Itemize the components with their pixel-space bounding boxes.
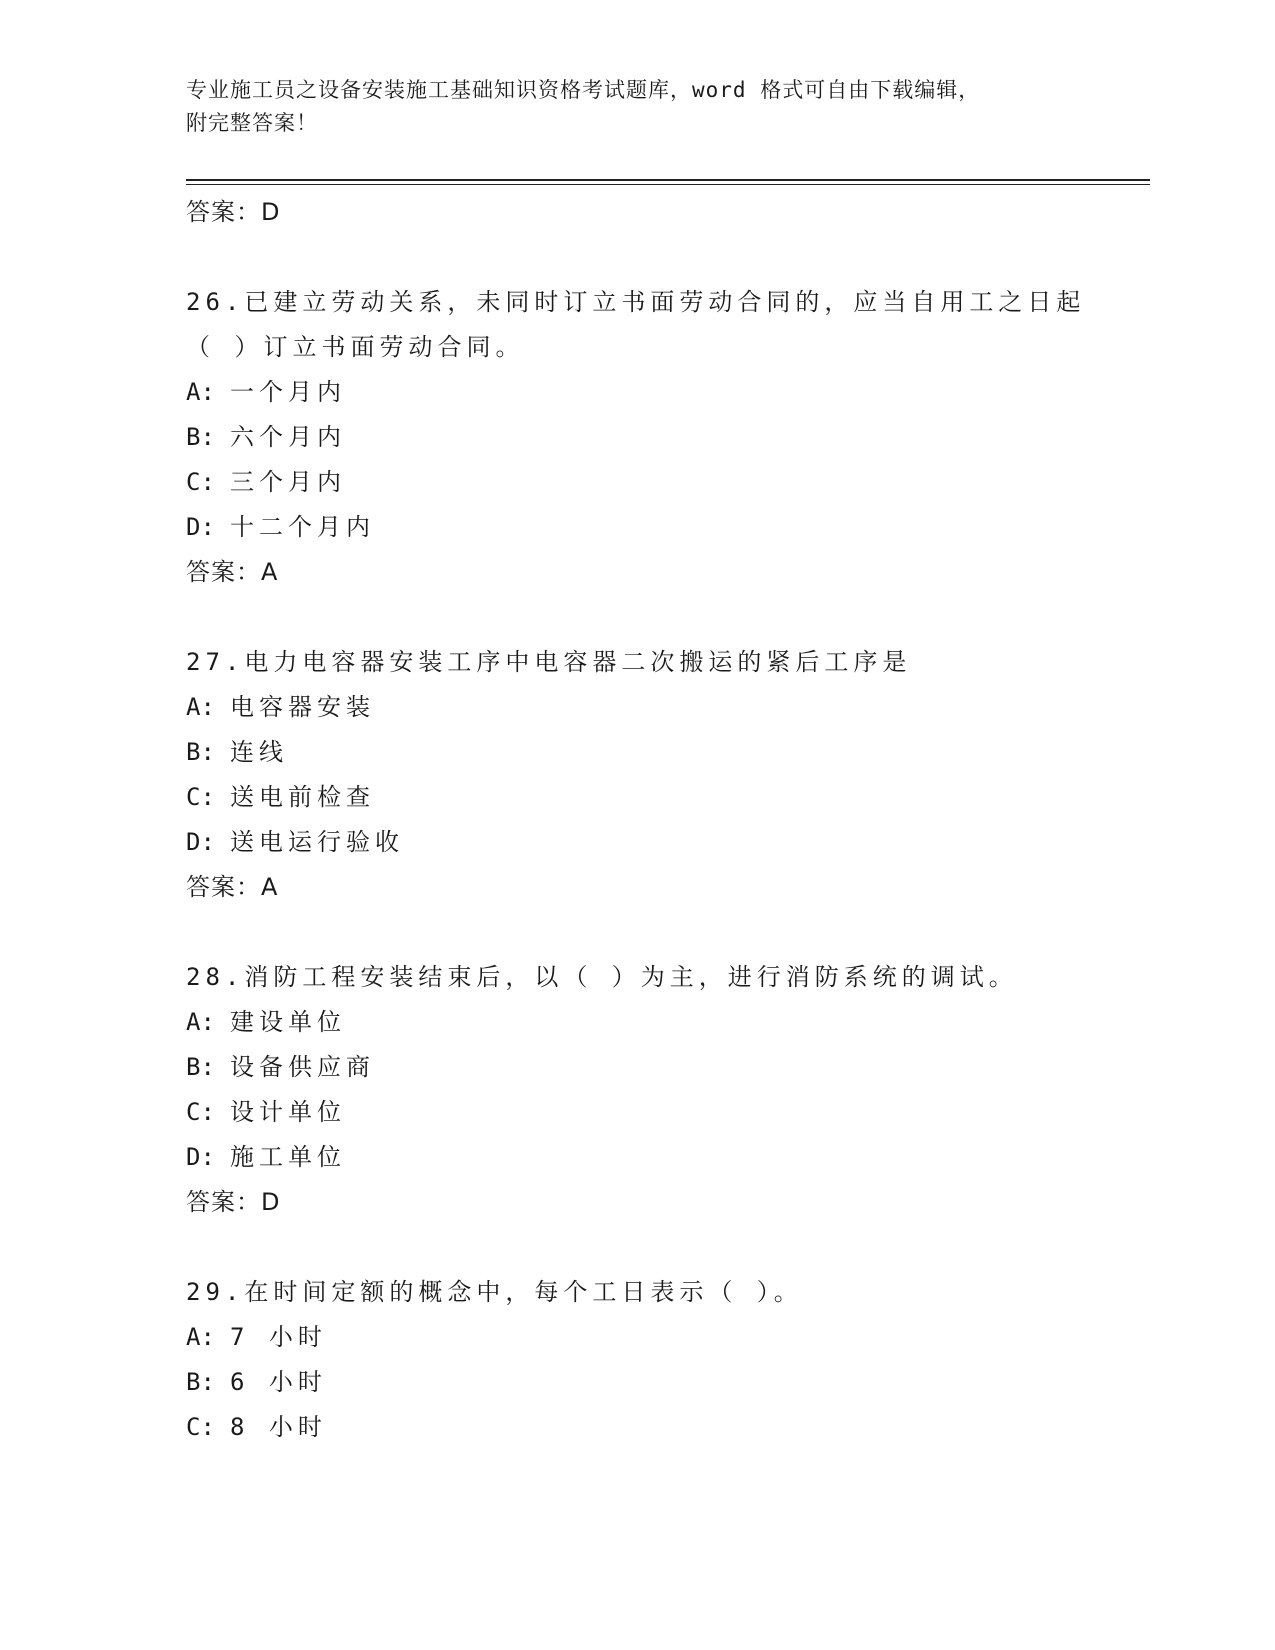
option-text: 8 小时 (230, 1413, 327, 1441)
question-stem-line: 26.已建立劳动关系，未同时订立书面劳动合同的，应当自用工之日起 (186, 288, 1086, 316)
option-c (186, 775, 1150, 820)
option-text: 设备供应商 (230, 1053, 375, 1081)
option-text: 电容器安装 (230, 693, 375, 721)
header-line-1: 专业施工员之设备安装施工基础知识资格考试题库，word 格式可自由下载编辑， (186, 78, 981, 102)
document-header (186, 74, 1086, 140)
option-text: 6 小时 (230, 1368, 327, 1396)
option-text: 送电前检查 (230, 783, 375, 811)
option-label: A: (186, 378, 215, 406)
option-a (186, 370, 1150, 415)
question-stem-line: 28.消防工程安装结束后，以（ ）为主，进行消防系统的调试。 (186, 963, 1018, 991)
option-label: B: (186, 1368, 215, 1396)
question-stem-line: 29.在时间定额的概念中，每个工日表示（ ）。 (186, 1278, 803, 1306)
option-b (186, 1045, 1150, 1090)
option-text: 连线 (230, 738, 288, 766)
option-d (186, 505, 1150, 550)
option-label: C: (186, 1098, 215, 1126)
option-label: C: (186, 783, 215, 811)
option-c (186, 460, 1150, 505)
option-label: A: (186, 1323, 215, 1351)
header-divider-thin (186, 184, 1150, 185)
question-29 (186, 1270, 1150, 1450)
option-b (186, 415, 1150, 460)
option-label: B: (186, 738, 215, 766)
question-stem-line: （ ）订立书面劳动合同。 (186, 333, 525, 361)
option-text: 三个月内 (230, 468, 346, 496)
option-text: 一个月内 (230, 378, 346, 406)
header-line-2: 附完整答案！ (186, 111, 318, 135)
question-27 (186, 640, 1150, 910)
option-label: A: (186, 1008, 215, 1036)
option-text: 六个月内 (230, 423, 346, 451)
question-28 (186, 955, 1150, 1225)
question-26 (186, 280, 1150, 595)
option-d (186, 1135, 1150, 1180)
option-label: D: (186, 1143, 215, 1171)
answer: 答案：D (186, 1188, 281, 1216)
header-divider-thick (186, 179, 1150, 181)
option-b (186, 1360, 1150, 1405)
option-text: 设计单位 (230, 1098, 346, 1126)
question-stem-line: 27.电力电容器安装工序中电容器二次搬运的紧后工序是 (186, 648, 912, 676)
option-label: B: (186, 1053, 215, 1081)
option-b (186, 730, 1150, 775)
option-c (186, 1405, 1150, 1450)
option-text: 建设单位 (230, 1008, 346, 1036)
option-text: 十二个月内 (230, 513, 375, 541)
option-label: C: (186, 1413, 215, 1441)
answer-prev-question: 答案：D (186, 198, 281, 226)
option-text: 施工单位 (230, 1143, 346, 1171)
option-label: D: (186, 513, 215, 541)
answer: 答案：A (186, 558, 279, 586)
question-list (186, 190, 1150, 1450)
option-c (186, 1090, 1150, 1135)
option-label: C: (186, 468, 215, 496)
option-d (186, 820, 1150, 865)
option-text: 7 小时 (230, 1323, 327, 1351)
option-a (186, 1315, 1150, 1360)
answer: 答案：A (186, 873, 279, 901)
option-label: A: (186, 693, 215, 721)
option-label: D: (186, 828, 215, 856)
option-a (186, 685, 1150, 730)
option-a (186, 1000, 1150, 1045)
option-label: B: (186, 423, 215, 451)
option-text: 送电运行验收 (230, 828, 404, 856)
